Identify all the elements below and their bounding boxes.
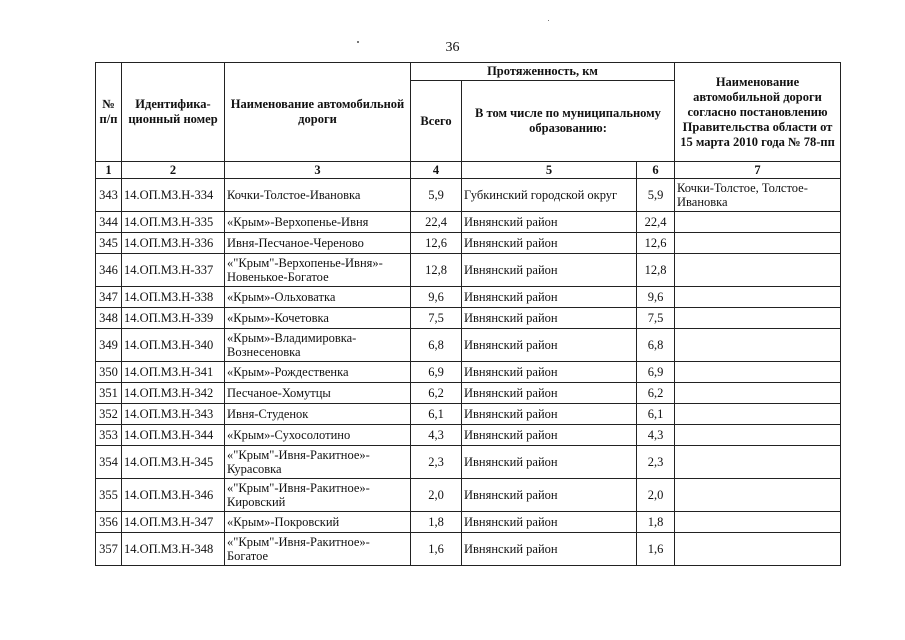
table-row (96, 287, 841, 308)
municipality: Ивнянский район (462, 308, 637, 329)
road-id: 14.ОП.МЗ.Н-338 (122, 287, 225, 308)
length-municipality: 12,6 (637, 233, 675, 254)
table-body (96, 179, 841, 566)
road-id: 14.ОП.МЗ.Н-337 (122, 254, 225, 287)
length-total: 1,6 (411, 533, 462, 566)
length-municipality: 12,8 (637, 254, 675, 287)
municipality: Ивнянский район (462, 287, 637, 308)
table-row (96, 212, 841, 233)
table-row (96, 446, 841, 479)
length-municipality: 2,0 (637, 479, 675, 512)
row-number: 352 (96, 404, 122, 425)
previous-name (675, 383, 841, 404)
length-municipality: 5,9 (637, 179, 675, 212)
header-id: Идентифика-ционный номер (122, 63, 225, 162)
road-id: 14.ОП.МЗ.Н-336 (122, 233, 225, 254)
length-total: 4,3 (411, 425, 462, 446)
previous-name (675, 287, 841, 308)
table-row (96, 308, 841, 329)
road-name: «Крым»-Владимировка-Вознесеновка (225, 329, 411, 362)
previous-name (675, 512, 841, 533)
previous-name (675, 479, 841, 512)
road-name: Ивня-Студенок (225, 404, 411, 425)
municipality: Ивнянский район (462, 404, 637, 425)
municipality: Ивнянский район (462, 329, 637, 362)
road-id: 14.ОП.МЗ.Н-339 (122, 308, 225, 329)
previous-name (675, 329, 841, 362)
length-total: 12,8 (411, 254, 462, 287)
row-number: 349 (96, 329, 122, 362)
column-number: 6 (637, 162, 675, 179)
length-municipality: 4,3 (637, 425, 675, 446)
column-number: 3 (225, 162, 411, 179)
length-municipality: 1,8 (637, 512, 675, 533)
header-municipality: В том числе по муниципальному образованию: (462, 81, 675, 162)
row-number: 354 (96, 446, 122, 479)
length-total: 22,4 (411, 212, 462, 233)
row-number: 351 (96, 383, 122, 404)
previous-name (675, 308, 841, 329)
road-name: «Крым»-Ольховатка (225, 287, 411, 308)
road-name: «Крым»-Верхопенье-Ивня (225, 212, 411, 233)
road-id: 14.ОП.МЗ.Н-334 (122, 179, 225, 212)
previous-name (675, 233, 841, 254)
table-row (96, 404, 841, 425)
road-name: Ивня-Песчаное-Череново (225, 233, 411, 254)
length-municipality: 7,5 (637, 308, 675, 329)
municipality: Ивнянский район (462, 254, 637, 287)
length-total: 6,8 (411, 329, 462, 362)
column-number: 2 (122, 162, 225, 179)
column-number: 7 (675, 162, 841, 179)
header-num: № п/п (96, 63, 122, 162)
length-municipality: 6,2 (637, 383, 675, 404)
previous-name (675, 533, 841, 566)
municipality: Ивнянский район (462, 425, 637, 446)
road-id: 14.ОП.МЗ.Н-341 (122, 362, 225, 383)
road-name: «Крым»-Кочетовка (225, 308, 411, 329)
scan-speck (357, 41, 359, 43)
road-id: 14.ОП.МЗ.Н-340 (122, 329, 225, 362)
scan-speck (548, 20, 549, 21)
row-number: 356 (96, 512, 122, 533)
length-total: 9,6 (411, 287, 462, 308)
column-numbers-row (96, 162, 841, 179)
previous-name (675, 362, 841, 383)
road-name: «Крым»-Рождественка (225, 362, 411, 383)
previous-name (675, 446, 841, 479)
header-previous-name: Наименование автомобильной дороги согласно постановлению Правительства области от 15 марта 2010 года № 78-пп (675, 63, 841, 162)
table-row (96, 179, 841, 212)
road-id: 14.ОП.МЗ.Н-345 (122, 446, 225, 479)
road-id: 14.ОП.МЗ.Н-343 (122, 404, 225, 425)
road-name: Песчаное-Хомутцы (225, 383, 411, 404)
header-road-name: Наименование автомобильной дороги (225, 63, 411, 162)
roads-table (95, 62, 841, 566)
municipality: Ивнянский район (462, 212, 637, 233)
road-id: 14.ОП.МЗ.Н-342 (122, 383, 225, 404)
municipality: Ивнянский район (462, 446, 637, 479)
municipality: Ивнянский район (462, 533, 637, 566)
previous-name (675, 254, 841, 287)
row-number: 355 (96, 479, 122, 512)
table-row (96, 329, 841, 362)
road-id: 14.ОП.МЗ.Н-346 (122, 479, 225, 512)
length-municipality: 9,6 (637, 287, 675, 308)
road-name: «"Крым"-Ивня-Ракитное»-Богатое (225, 533, 411, 566)
row-number: 343 (96, 179, 122, 212)
table-row (96, 479, 841, 512)
length-municipality: 22,4 (637, 212, 675, 233)
row-number: 344 (96, 212, 122, 233)
table-row (96, 383, 841, 404)
length-municipality: 6,8 (637, 329, 675, 362)
length-total: 12,6 (411, 233, 462, 254)
column-number: 5 (462, 162, 637, 179)
row-number: 350 (96, 362, 122, 383)
table-row (96, 362, 841, 383)
header-length-group: Протяженность, км (411, 63, 675, 81)
column-number: 1 (96, 162, 122, 179)
road-name: «Крым»-Сухосолотино (225, 425, 411, 446)
table-row (96, 233, 841, 254)
municipality: Ивнянский район (462, 233, 637, 254)
table-row (96, 533, 841, 566)
table-row (96, 425, 841, 446)
column-number: 4 (411, 162, 462, 179)
page-number: 36 (445, 40, 460, 55)
table-row (96, 512, 841, 533)
row-number: 345 (96, 233, 122, 254)
road-name: «"Крым"-Ивня-Ракитное»-Кировский (225, 479, 411, 512)
length-municipality: 6,1 (637, 404, 675, 425)
road-name: «"Крым"-Верхопенье-Ивня»-Новенькое-Богатое (225, 254, 411, 287)
row-number: 346 (96, 254, 122, 287)
row-number: 353 (96, 425, 122, 446)
municipality: Ивнянский район (462, 383, 637, 404)
previous-name (675, 425, 841, 446)
road-name: «"Крым"-Ивня-Ракитное»-Курасовка (225, 446, 411, 479)
road-id: 14.ОП.МЗ.Н-347 (122, 512, 225, 533)
length-total: 6,9 (411, 362, 462, 383)
length-total: 6,2 (411, 383, 462, 404)
road-id: 14.ОП.МЗ.Н-344 (122, 425, 225, 446)
municipality: Ивнянский район (462, 362, 637, 383)
previous-name: Кочки-Толстое, Толстое-Ивановка (675, 179, 841, 212)
header-total: Всего (411, 81, 462, 162)
previous-name (675, 404, 841, 425)
row-number: 348 (96, 308, 122, 329)
length-total: 5,9 (411, 179, 462, 212)
road-id: 14.ОП.МЗ.Н-335 (122, 212, 225, 233)
row-number: 357 (96, 533, 122, 566)
road-id: 14.ОП.МЗ.Н-348 (122, 533, 225, 566)
municipality: Губкинский городской округ (462, 179, 637, 212)
previous-name (675, 212, 841, 233)
road-name: «Крым»-Покровский (225, 512, 411, 533)
length-total: 6,1 (411, 404, 462, 425)
municipality: Ивнянский район (462, 479, 637, 512)
municipality: Ивнянский район (462, 512, 637, 533)
length-municipality: 1,6 (637, 533, 675, 566)
length-total: 7,5 (411, 308, 462, 329)
length-municipality: 2,3 (637, 446, 675, 479)
length-total: 1,8 (411, 512, 462, 533)
row-number: 347 (96, 287, 122, 308)
table-row (96, 254, 841, 287)
length-total: 2,3 (411, 446, 462, 479)
length-municipality: 6,9 (637, 362, 675, 383)
length-total: 2,0 (411, 479, 462, 512)
road-name: Кочки-Толстое-Ивановка (225, 179, 411, 212)
